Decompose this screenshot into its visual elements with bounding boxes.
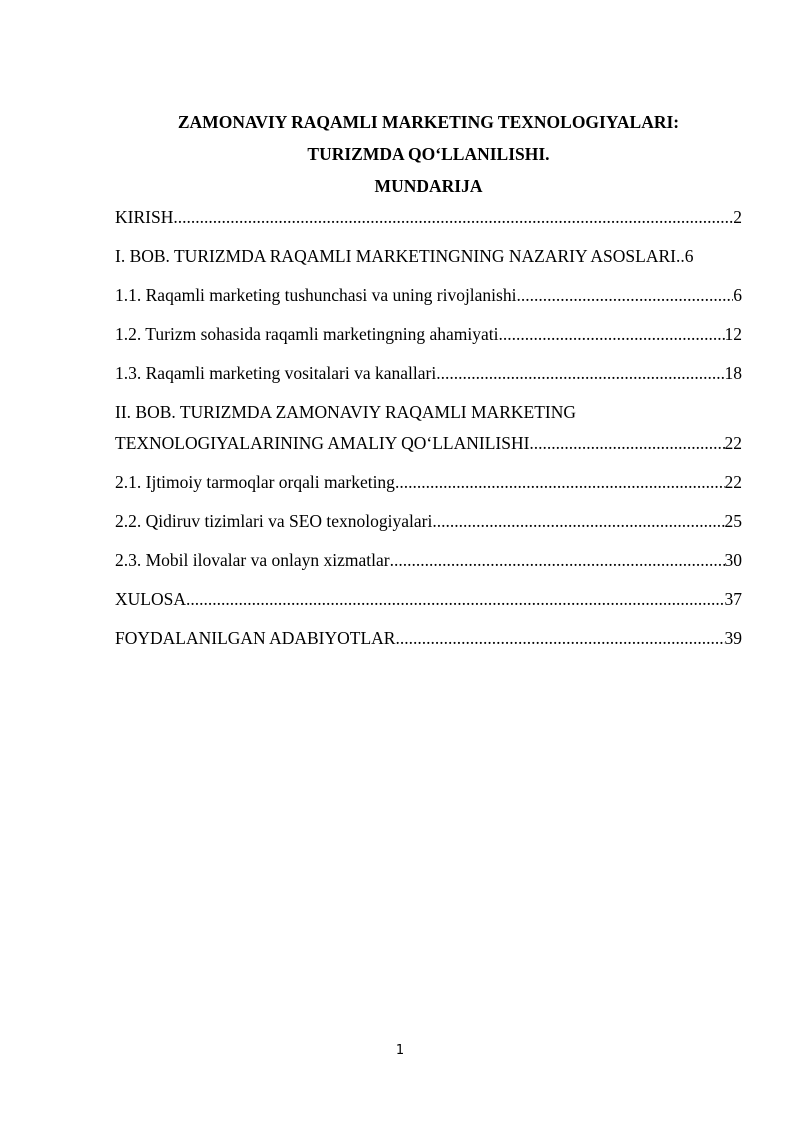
toc-entry-section-2-3 [115,545,742,576]
toc-entry-line-2 [115,428,742,459]
toc-entry-chapter-2 [115,397,742,459]
page-number: 1 [395,1043,405,1058]
toc-dot-leader [390,545,725,576]
toc-dot-leader [529,428,724,459]
document-title-line-2: TURIZMDA QO‘LLANILISHI. [307,144,550,164]
toc-page-number: 25 [724,511,742,531]
toc-dot-leader [436,358,724,389]
toc-entry-label-line-2: TEXNOLOGIYALARINING AMALIY QO‘LLANILISHI [115,433,530,453]
toc-entry-xulosa [115,584,742,615]
toc-entry-kirish [115,202,742,233]
table-of-contents [115,202,742,662]
toc-dot-leader [395,623,724,654]
toc-dot-leader [516,280,733,311]
toc-dot-leader [432,506,724,537]
toc-entry-label: 1.3. Raqamli marketing vositalari va kanallari [115,363,437,383]
toc-entry-label: 2.3. Mobil ilovalar va onlayn xizmatlar [115,550,390,570]
toc-entry-label: XULOSA [115,589,186,609]
toc-page-number: 22 [724,433,742,453]
toc-entry-label: 1.1. Raqamli marketing tushunchasi va uning rivojlanishi [115,285,517,305]
toc-dot-leader [498,319,724,350]
toc-entry-section-2-1 [115,467,742,498]
title-block [115,106,742,202]
toc-entry-section-1-3 [115,358,742,389]
toc-entry-label: KIRISH [115,207,174,227]
toc-page-number: 12 [724,324,742,344]
toc-page-number: 2 [733,207,742,227]
toc-entry-section-1-2 [115,319,742,350]
toc-page-number: 22 [724,472,742,492]
toc-dot-leader [173,202,733,233]
document-title-line-1: ZAMONAVIY RAQAMLI MARKETING TEXNOLOGIYALARI: [177,112,680,132]
toc-entry-label-line-1: II. BOB. TURIZMDA ZAMONAVIY RAQAMLI MARKETING [115,402,576,422]
toc-entry-section-1-1 [115,280,742,311]
toc-dot-leader [395,467,725,498]
toc-page-number: 39 [724,628,742,648]
contents-heading: MUNDARIJA [374,176,483,196]
toc-dot-leader [186,584,725,615]
toc-entry-label: 2.1. Ijtimoiy tarmoqlar orqali marketing [115,472,395,492]
toc-page-number: .6 [680,246,694,266]
toc-entry-chapter-1 [115,241,742,272]
toc-page-number: 37 [724,589,742,609]
toc-entry-label: I. BOB. TURIZMDA RAQAMLI MARKETINGNING NAZARIY ASOSLARI. [115,246,681,266]
toc-page-number: 18 [724,363,742,383]
toc-entry-references [115,623,742,654]
toc-entry-section-2-2 [115,506,742,537]
toc-entry-label: FOYDALANILGAN ADABIYOTLAR [115,628,396,648]
toc-page-number: 30 [724,550,742,570]
toc-entry-label: 2.2. Qidiruv tizimlari va SEO texnologiyalari [115,511,433,531]
toc-entry-label: 1.2. Turizm sohasida raqamli marketingning ahamiyati [115,324,499,344]
toc-page-number: 6 [733,285,742,305]
